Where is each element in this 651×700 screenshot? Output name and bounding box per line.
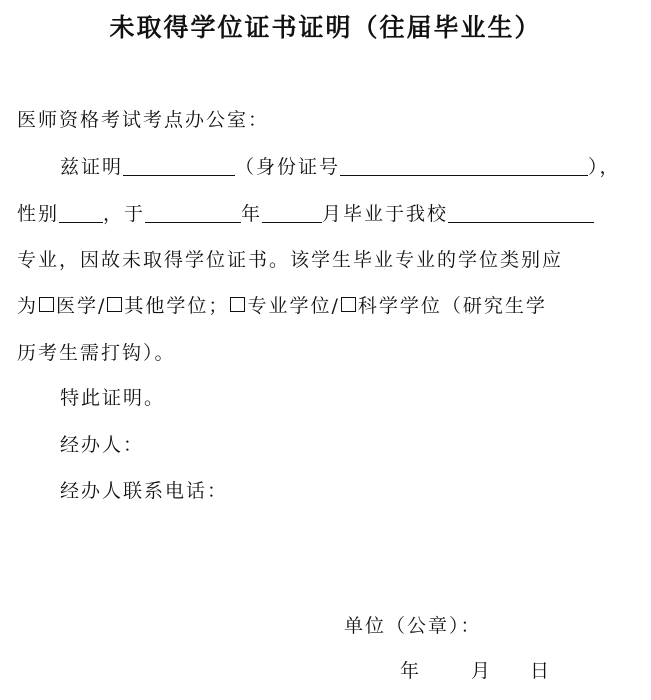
date-line [400,656,551,683]
option-medical: 医学/ [56,295,107,317]
certify-text: 兹证明 [60,156,124,178]
unit-seal-label: 单位（公章）： [344,615,482,637]
year-blank[interactable] [145,204,241,223]
checkbox-other[interactable] [107,297,122,312]
major-line: 专业，因故未取得学位证书。该学生毕业专业的学位类别应 [17,249,564,271]
date-year: 年 [400,660,422,682]
major-blank[interactable] [448,204,594,223]
gender-blank[interactable] [59,204,103,223]
gender-label: 性别 [17,203,60,225]
checkbox-professional[interactable] [230,297,245,312]
checkbox-medical[interactable] [39,297,54,312]
id-close: ）， [588,156,621,178]
gender-line [17,199,594,226]
month-blank[interactable] [262,204,322,223]
graduate-label: 月毕业于我校 [322,203,449,225]
handler-phone-label: 经办人联系电话： [60,480,229,502]
degree-type-line [17,291,547,318]
at-label: ，于 [103,203,146,225]
addressee: 医师资格考试考点办公室： [17,109,270,131]
checkmark-note: 历考生需打钩）。 [17,342,176,364]
option-academic: 科学学位（研究生学 [357,295,547,317]
year-label: 年 [241,203,263,225]
handler-label: 经办人： [60,434,145,456]
date-month: 月 [471,660,493,682]
id-label: （身份证号 [235,156,341,178]
document-title: 未取得学位证书证明（往届毕业生） [109,13,542,42]
checkbox-academic[interactable] [341,297,356,312]
degree-prefix: 为 [17,295,39,317]
date-day: 日 [530,660,552,682]
name-blank[interactable] [123,157,235,176]
certify-line [60,152,621,179]
option-other: 其他学位； [124,295,230,317]
id-number-blank[interactable] [340,157,588,176]
option-professional: 专业学位/ [247,295,340,317]
certify-statement: 特此证明。 [60,387,166,409]
